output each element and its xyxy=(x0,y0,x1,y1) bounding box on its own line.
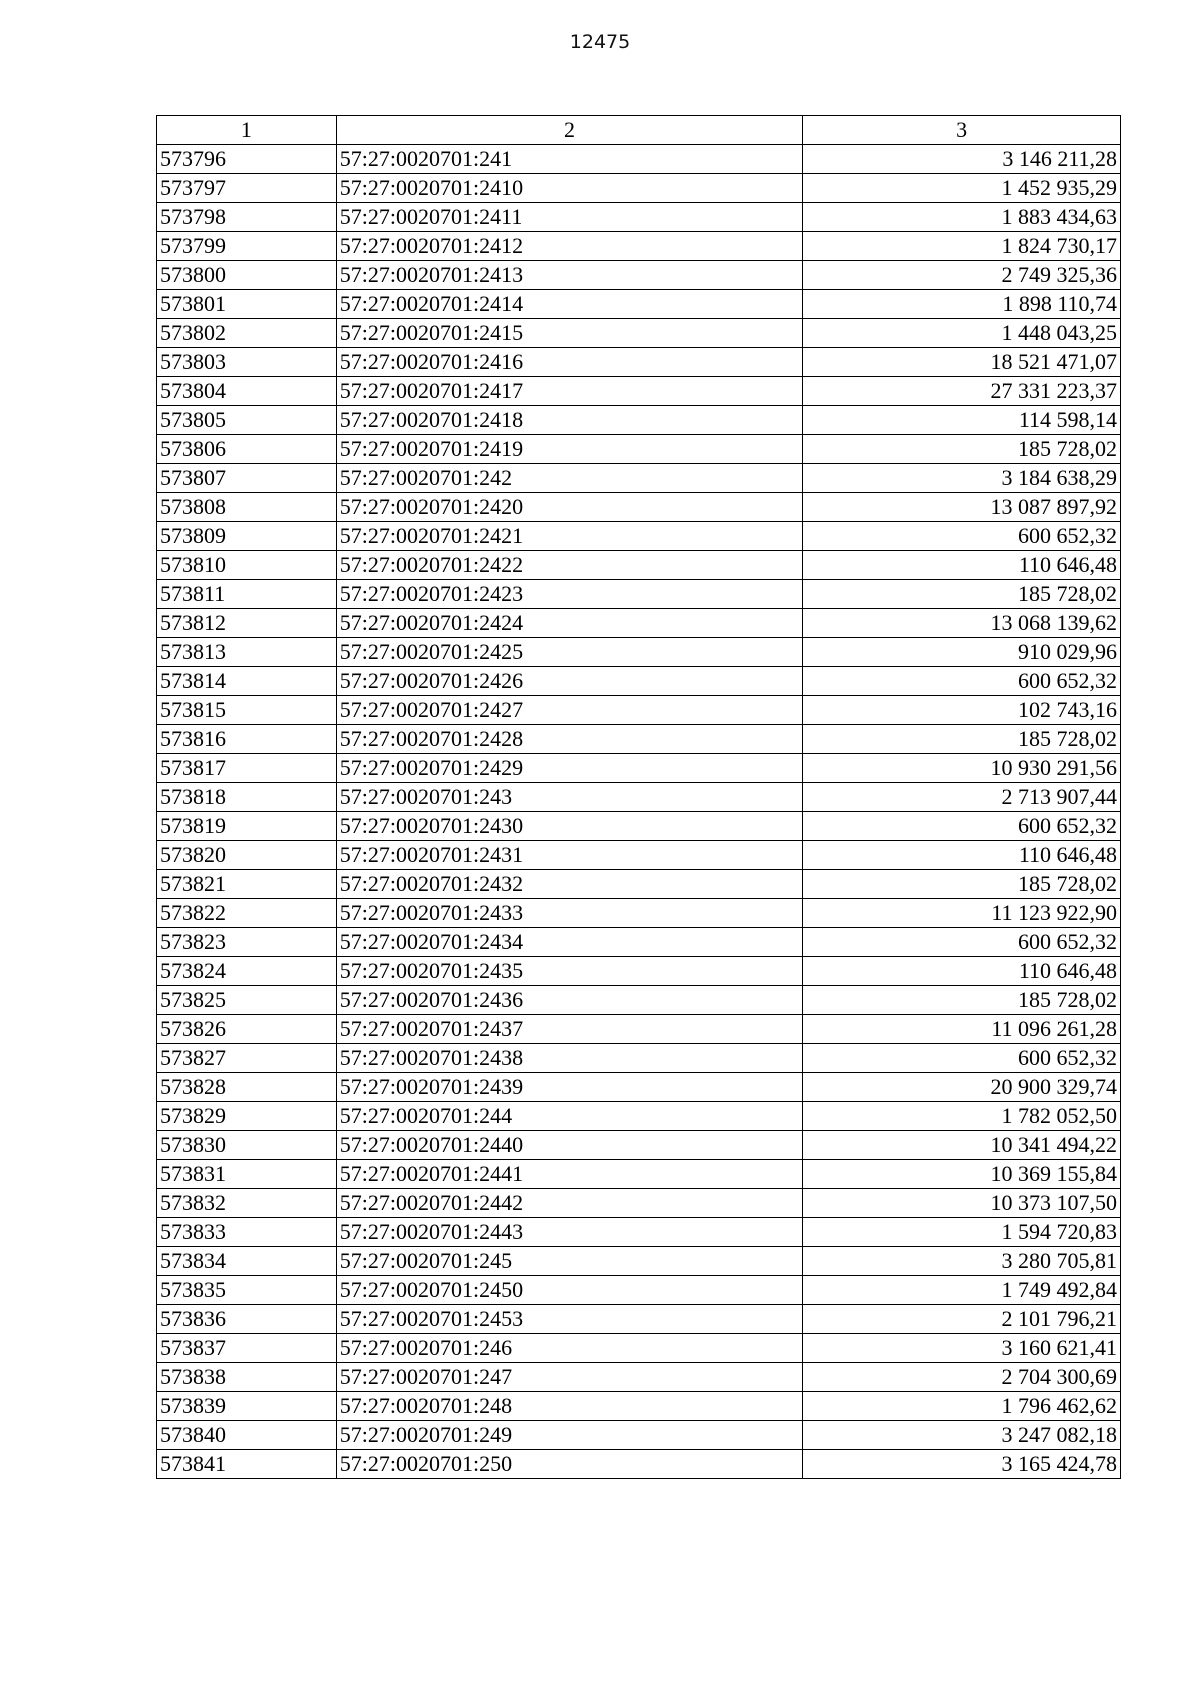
table-row xyxy=(157,406,1121,435)
table-row xyxy=(157,464,1121,493)
cadastral-number-cell: 57:27:0020701:2417 xyxy=(336,377,803,406)
value-cell: 185 728,02 xyxy=(803,580,1121,609)
row-number-cell: 573811 xyxy=(157,580,337,609)
row-number-cell: 573825 xyxy=(157,986,337,1015)
cadastral-number-cell: 57:27:0020701:2430 xyxy=(336,812,803,841)
row-number-cell: 573807 xyxy=(157,464,337,493)
value-cell: 110 646,48 xyxy=(803,841,1121,870)
cadastral-number-cell: 57:27:0020701:2422 xyxy=(336,551,803,580)
cadastral-number-cell: 57:27:0020701:2443 xyxy=(336,1218,803,1247)
row-number-cell: 573819 xyxy=(157,812,337,841)
table-row xyxy=(157,1247,1121,1276)
row-number-cell: 573826 xyxy=(157,1015,337,1044)
value-cell: 185 728,02 xyxy=(803,986,1121,1015)
cadastral-number-cell: 57:27:0020701:247 xyxy=(336,1363,803,1392)
row-number-cell: 573796 xyxy=(157,145,337,174)
table-row xyxy=(157,1450,1121,1479)
value-cell: 3 146 211,28 xyxy=(803,145,1121,174)
cadastral-number-cell: 57:27:0020701:2411 xyxy=(336,203,803,232)
value-cell: 114 598,14 xyxy=(803,406,1121,435)
row-number-cell: 573840 xyxy=(157,1421,337,1450)
value-cell: 18 521 471,07 xyxy=(803,348,1121,377)
value-cell: 10 341 494,22 xyxy=(803,1131,1121,1160)
value-cell: 600 652,32 xyxy=(803,812,1121,841)
cadastral-number-cell: 57:27:0020701:2424 xyxy=(336,609,803,638)
row-number-cell: 573803 xyxy=(157,348,337,377)
table-row xyxy=(157,493,1121,522)
table-row xyxy=(157,1015,1121,1044)
table-row xyxy=(157,667,1121,696)
row-number-cell: 573813 xyxy=(157,638,337,667)
value-cell: 2 749 325,36 xyxy=(803,261,1121,290)
table-row xyxy=(157,1160,1121,1189)
table-row xyxy=(157,638,1121,667)
cadastral-number-cell: 57:27:0020701:2427 xyxy=(336,696,803,725)
row-number-cell: 573800 xyxy=(157,261,337,290)
cadastral-number-cell: 57:27:0020701:2432 xyxy=(336,870,803,899)
row-number-cell: 573834 xyxy=(157,1247,337,1276)
cadastral-number-cell: 57:27:0020701:2441 xyxy=(336,1160,803,1189)
table-row xyxy=(157,1305,1121,1334)
row-number-cell: 573814 xyxy=(157,667,337,696)
value-cell: 910 029,96 xyxy=(803,638,1121,667)
row-number-cell: 573839 xyxy=(157,1392,337,1421)
row-number-cell: 573805 xyxy=(157,406,337,435)
cadastral-number-cell: 57:27:0020701:2440 xyxy=(336,1131,803,1160)
value-cell: 2 101 796,21 xyxy=(803,1305,1121,1334)
cadastral-number-cell: 57:27:0020701:249 xyxy=(336,1421,803,1450)
table-row xyxy=(157,319,1121,348)
table-row xyxy=(157,1334,1121,1363)
value-cell: 1 452 935,29 xyxy=(803,174,1121,203)
table-body xyxy=(157,145,1121,1479)
row-number-cell: 573831 xyxy=(157,1160,337,1189)
table-row xyxy=(157,1044,1121,1073)
row-number-cell: 573818 xyxy=(157,783,337,812)
table-row xyxy=(157,812,1121,841)
cadastral-number-cell: 57:27:0020701:242 xyxy=(336,464,803,493)
table-row xyxy=(157,261,1121,290)
value-cell: 600 652,32 xyxy=(803,928,1121,957)
cadastral-number-cell: 57:27:0020701:2450 xyxy=(336,1276,803,1305)
table-row xyxy=(157,725,1121,754)
cadastral-number-cell: 57:27:0020701:2437 xyxy=(336,1015,803,1044)
cadastral-number-cell: 57:27:0020701:2410 xyxy=(336,174,803,203)
row-number-cell: 573808 xyxy=(157,493,337,522)
value-cell: 102 743,16 xyxy=(803,696,1121,725)
cadastral-number-cell: 57:27:0020701:2438 xyxy=(336,1044,803,1073)
cadastral-number-cell: 57:27:0020701:246 xyxy=(336,1334,803,1363)
row-number-cell: 573799 xyxy=(157,232,337,261)
cadastral-number-cell: 57:27:0020701:2435 xyxy=(336,957,803,986)
value-cell: 600 652,32 xyxy=(803,667,1121,696)
cadastral-number-cell: 57:27:0020701:2414 xyxy=(336,290,803,319)
table-row xyxy=(157,841,1121,870)
table-row xyxy=(157,928,1121,957)
table-row xyxy=(157,232,1121,261)
table-row xyxy=(157,290,1121,319)
row-number-cell: 573820 xyxy=(157,841,337,870)
value-cell: 1 448 043,25 xyxy=(803,319,1121,348)
value-cell: 1 594 720,83 xyxy=(803,1218,1121,1247)
column-header-3: 3 xyxy=(803,116,1121,145)
cadastral-number-cell: 57:27:0020701:243 xyxy=(336,783,803,812)
row-number-cell: 573823 xyxy=(157,928,337,957)
value-cell: 2 713 907,44 xyxy=(803,783,1121,812)
table-row xyxy=(157,551,1121,580)
value-cell: 1 824 730,17 xyxy=(803,232,1121,261)
value-cell: 110 646,48 xyxy=(803,551,1121,580)
table-row xyxy=(157,783,1121,812)
row-number-cell: 573833 xyxy=(157,1218,337,1247)
value-cell: 3 160 621,41 xyxy=(803,1334,1121,1363)
value-cell: 1 749 492,84 xyxy=(803,1276,1121,1305)
value-cell: 10 373 107,50 xyxy=(803,1189,1121,1218)
value-cell: 600 652,32 xyxy=(803,522,1121,551)
cadastral-number-cell: 57:27:0020701:2453 xyxy=(336,1305,803,1334)
row-number-cell: 573835 xyxy=(157,1276,337,1305)
value-cell: 3 280 705,81 xyxy=(803,1247,1121,1276)
row-number-cell: 573841 xyxy=(157,1450,337,1479)
value-cell: 1 898 110,74 xyxy=(803,290,1121,319)
row-number-cell: 573815 xyxy=(157,696,337,725)
row-number-cell: 573829 xyxy=(157,1102,337,1131)
row-number-cell: 573828 xyxy=(157,1073,337,1102)
row-number-cell: 573801 xyxy=(157,290,337,319)
cadastral-number-cell: 57:27:0020701:2423 xyxy=(336,580,803,609)
cadastral-number-cell: 57:27:0020701:2425 xyxy=(336,638,803,667)
row-number-cell: 573824 xyxy=(157,957,337,986)
header-row xyxy=(157,116,1121,145)
table-row xyxy=(157,377,1121,406)
row-number-cell: 573809 xyxy=(157,522,337,551)
column-header-2: 2 xyxy=(336,116,803,145)
table-row xyxy=(157,1189,1121,1218)
table-row xyxy=(157,609,1121,638)
value-cell: 11 123 922,90 xyxy=(803,899,1121,928)
row-number-cell: 573822 xyxy=(157,899,337,928)
row-number-cell: 573816 xyxy=(157,725,337,754)
row-number-cell: 573830 xyxy=(157,1131,337,1160)
table-row xyxy=(157,696,1121,725)
table-header xyxy=(157,116,1121,145)
value-cell: 3 165 424,78 xyxy=(803,1450,1121,1479)
table-row xyxy=(157,1363,1121,1392)
value-cell: 3 247 082,18 xyxy=(803,1421,1121,1450)
cadastral-number-cell: 57:27:0020701:2416 xyxy=(336,348,803,377)
table-row xyxy=(157,580,1121,609)
cadastral-number-cell: 57:27:0020701:2420 xyxy=(336,493,803,522)
cadastral-number-cell: 57:27:0020701:2418 xyxy=(336,406,803,435)
cadastral-number-cell: 57:27:0020701:2419 xyxy=(336,435,803,464)
row-number-cell: 573797 xyxy=(157,174,337,203)
table-row xyxy=(157,1276,1121,1305)
cadastral-number-cell: 57:27:0020701:2434 xyxy=(336,928,803,957)
cadastral-number-cell: 57:27:0020701:241 xyxy=(336,145,803,174)
cadastral-number-cell: 57:27:0020701:2421 xyxy=(336,522,803,551)
row-number-cell: 573827 xyxy=(157,1044,337,1073)
cadastral-number-cell: 57:27:0020701:2429 xyxy=(336,754,803,783)
value-cell: 2 704 300,69 xyxy=(803,1363,1121,1392)
value-cell: 110 646,48 xyxy=(803,957,1121,986)
row-number-cell: 573798 xyxy=(157,203,337,232)
row-number-cell: 573832 xyxy=(157,1189,337,1218)
row-number-cell: 573812 xyxy=(157,609,337,638)
cadastral-number-cell: 57:27:0020701:248 xyxy=(336,1392,803,1421)
row-number-cell: 573838 xyxy=(157,1363,337,1392)
value-cell: 11 096 261,28 xyxy=(803,1015,1121,1044)
table-row xyxy=(157,174,1121,203)
row-number-cell: 573837 xyxy=(157,1334,337,1363)
table-row xyxy=(157,522,1121,551)
table-row xyxy=(157,435,1121,464)
value-cell: 1 883 434,63 xyxy=(803,203,1121,232)
value-cell: 20 900 329,74 xyxy=(803,1073,1121,1102)
value-cell: 185 728,02 xyxy=(803,435,1121,464)
cadastral-number-cell: 57:27:0020701:250 xyxy=(336,1450,803,1479)
cadastral-number-cell: 57:27:0020701:2436 xyxy=(336,986,803,1015)
cadastral-number-cell: 57:27:0020701:2415 xyxy=(336,319,803,348)
row-number-cell: 573802 xyxy=(157,319,337,348)
value-cell: 1 782 052,50 xyxy=(803,1102,1121,1131)
row-number-cell: 573810 xyxy=(157,551,337,580)
value-cell: 13 087 897,92 xyxy=(803,493,1121,522)
cadastral-number-cell: 57:27:0020701:244 xyxy=(336,1102,803,1131)
table-row xyxy=(157,1131,1121,1160)
cadastral-number-cell: 57:27:0020701:2431 xyxy=(336,841,803,870)
cadastral-number-cell: 57:27:0020701:2428 xyxy=(336,725,803,754)
cadastral-number-cell: 57:27:0020701:2442 xyxy=(336,1189,803,1218)
table-row xyxy=(157,986,1121,1015)
row-number-cell: 573821 xyxy=(157,870,337,899)
table-row xyxy=(157,1392,1121,1421)
row-number-cell: 573817 xyxy=(157,754,337,783)
cadastral-number-cell: 57:27:0020701:2412 xyxy=(336,232,803,261)
value-cell: 185 728,02 xyxy=(803,725,1121,754)
table-row xyxy=(157,1421,1121,1450)
cadastral-number-cell: 57:27:0020701:2439 xyxy=(336,1073,803,1102)
value-cell: 10 369 155,84 xyxy=(803,1160,1121,1189)
cadastral-number-cell: 57:27:0020701:2426 xyxy=(336,667,803,696)
registry-table xyxy=(156,115,1121,1479)
column-header-1: 1 xyxy=(157,116,337,145)
table-row xyxy=(157,870,1121,899)
value-cell: 600 652,32 xyxy=(803,1044,1121,1073)
value-cell: 13 068 139,62 xyxy=(803,609,1121,638)
table-row xyxy=(157,899,1121,928)
table-row xyxy=(157,348,1121,377)
value-cell: 1 796 462,62 xyxy=(803,1392,1121,1421)
row-number-cell: 573806 xyxy=(157,435,337,464)
cadastral-number-cell: 57:27:0020701:245 xyxy=(336,1247,803,1276)
value-cell: 27 331 223,37 xyxy=(803,377,1121,406)
row-number-cell: 573836 xyxy=(157,1305,337,1334)
cadastral-number-cell: 57:27:0020701:2433 xyxy=(336,899,803,928)
table-row xyxy=(157,203,1121,232)
value-cell: 10 930 291,56 xyxy=(803,754,1121,783)
table-row xyxy=(157,1102,1121,1131)
value-cell: 185 728,02 xyxy=(803,870,1121,899)
table-row xyxy=(157,145,1121,174)
cadastral-number-cell: 57:27:0020701:2413 xyxy=(336,261,803,290)
table-row xyxy=(157,1073,1121,1102)
value-cell: 3 184 638,29 xyxy=(803,464,1121,493)
table-row xyxy=(157,754,1121,783)
table-row xyxy=(157,1218,1121,1247)
table-row xyxy=(157,957,1121,986)
page-number: 12475 xyxy=(569,31,631,53)
row-number-cell: 573804 xyxy=(157,377,337,406)
